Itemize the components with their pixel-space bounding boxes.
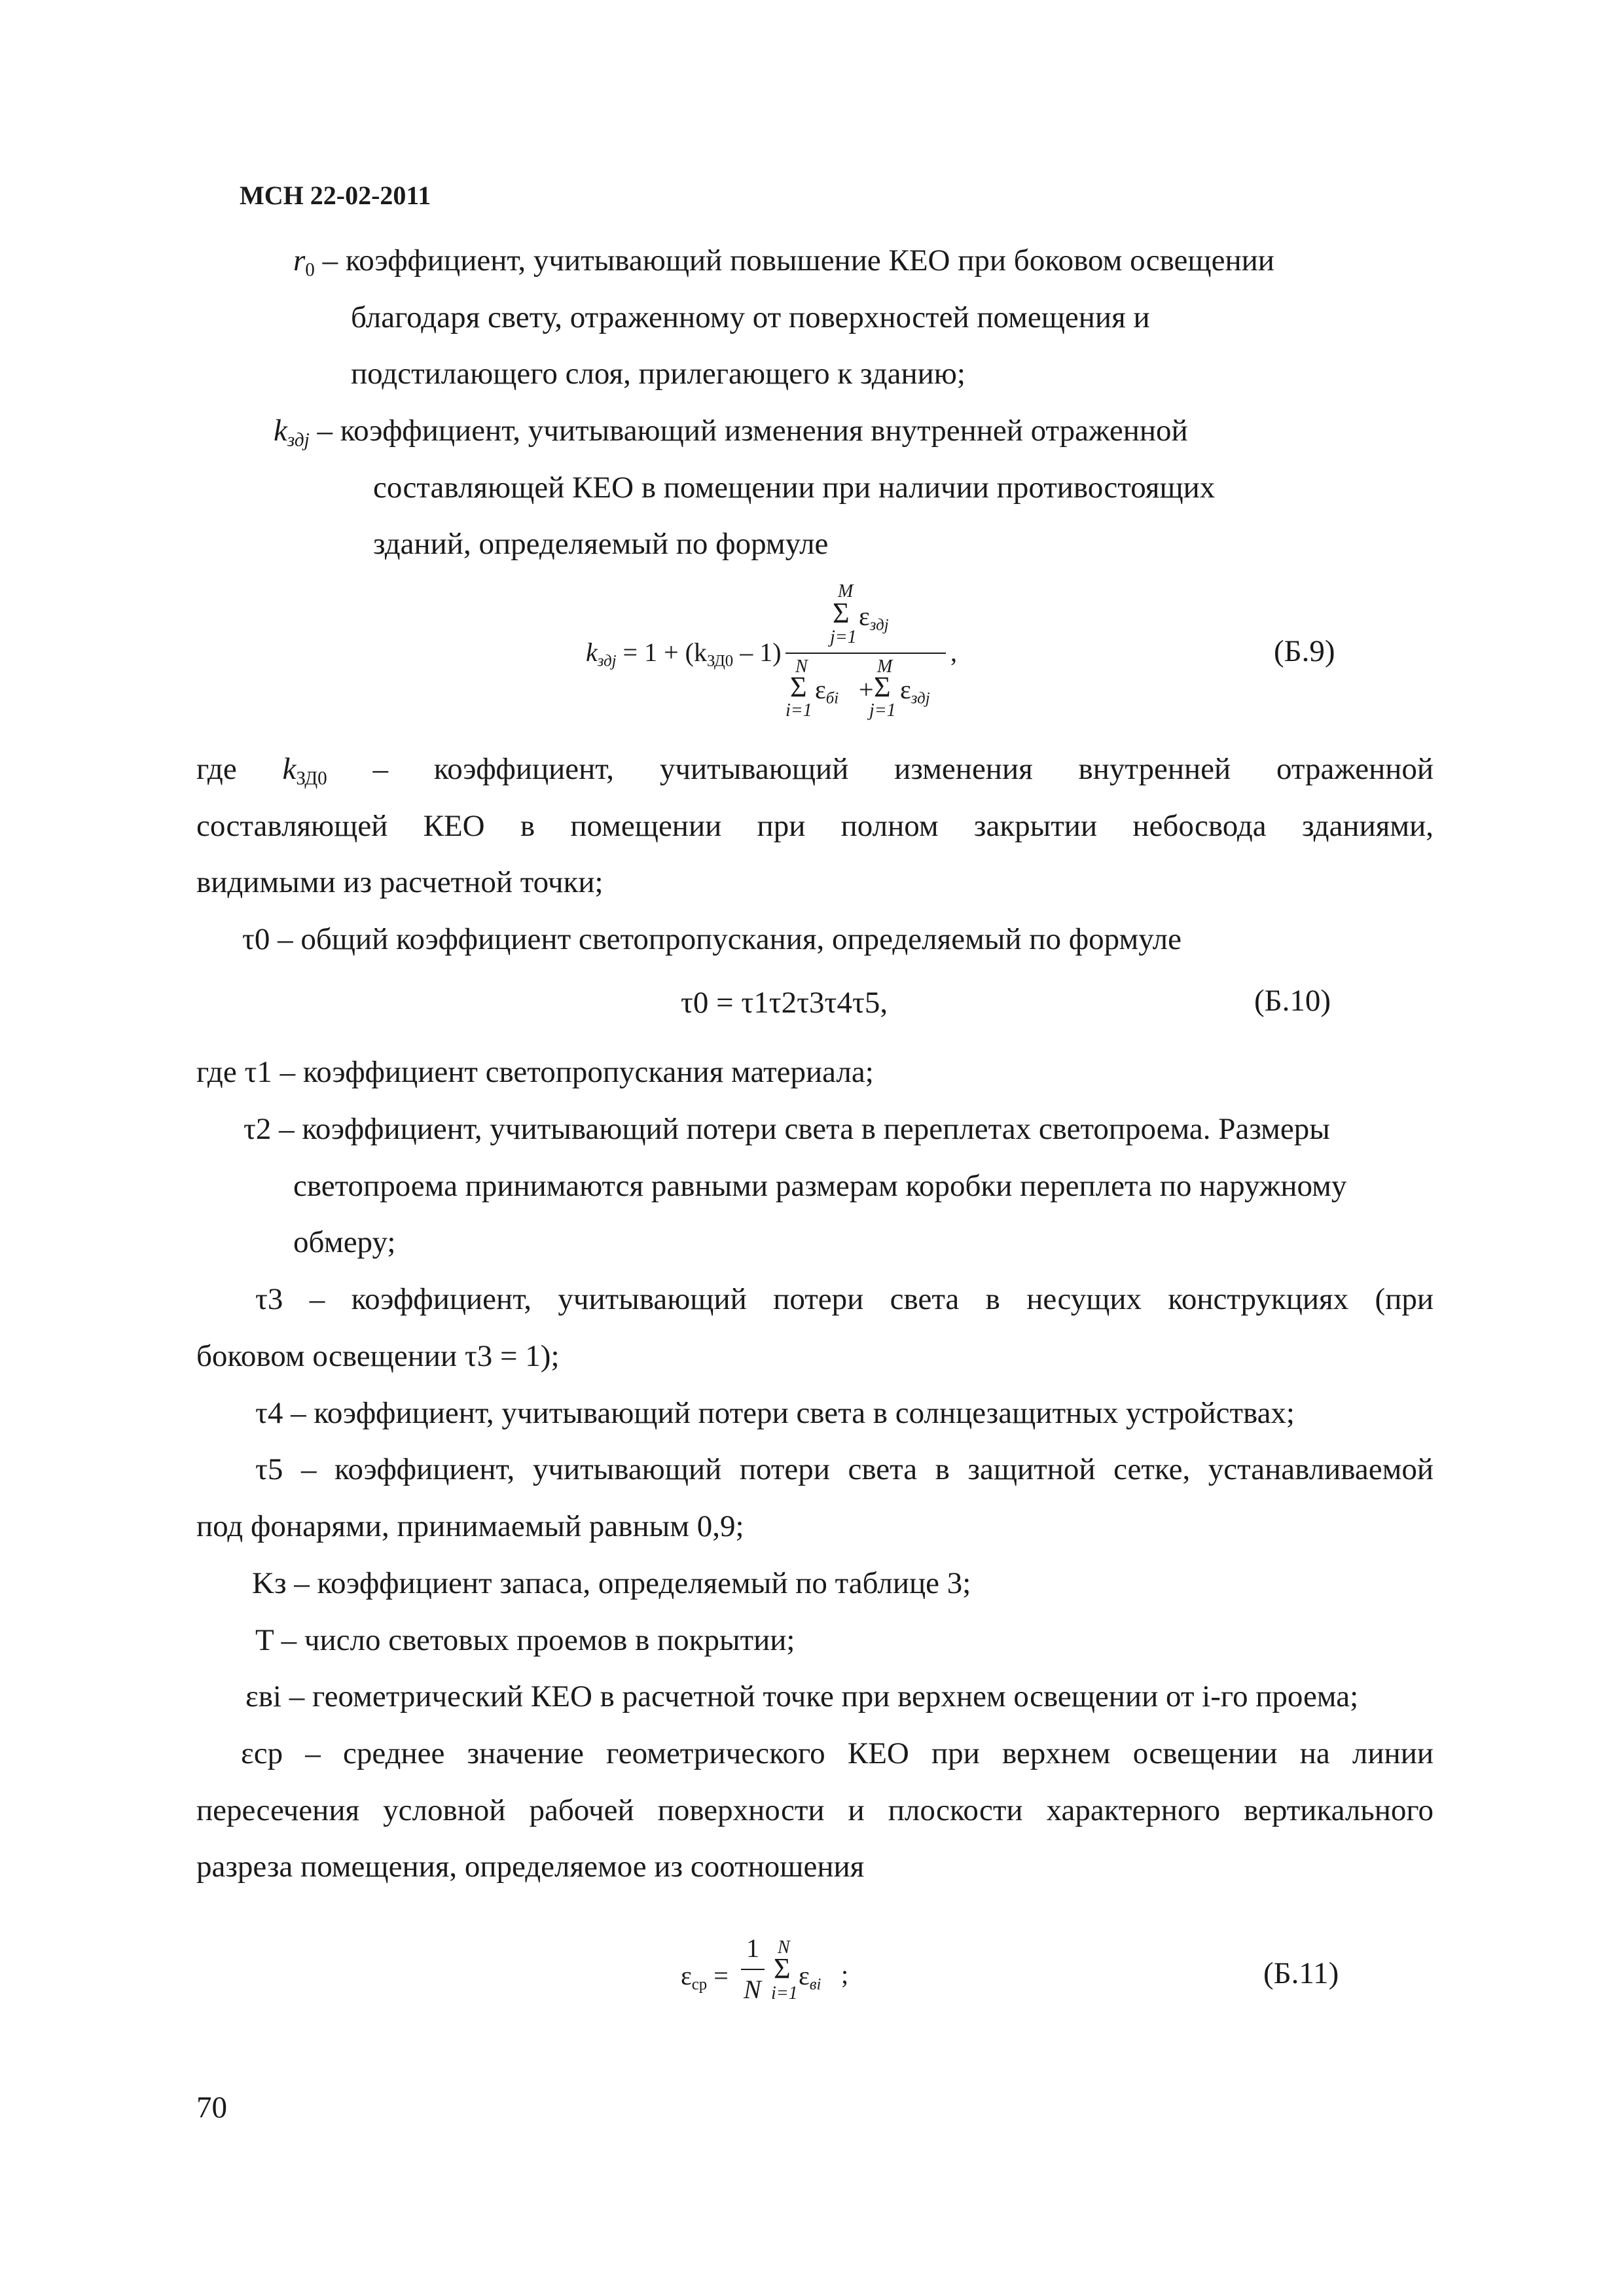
def-r0-line1: [293, 241, 1274, 280]
b11-lower: i=1: [771, 1983, 798, 2003]
def-r0-symbol: r: [293, 243, 306, 278]
def-r0-line3: подстилающего слоя, прилегающего к зданию;: [351, 357, 965, 391]
b11-lhs-subscript: ср: [691, 1975, 708, 1994]
b9-den-a-upper: N: [795, 656, 808, 677]
def-tau5-line2: под фонарями, принимаемый равным 0,9;: [196, 1509, 744, 1543]
def-r0-text1: – коэффициент, учитывающий повышение КЕО при боковом освещении: [314, 243, 1274, 278]
def-kzd0-line1: [196, 749, 1434, 789]
def-tau3-line2: боковом освещении τ3 = 1);: [196, 1339, 560, 1373]
kzd0-word-where: где: [196, 752, 237, 786]
kzd0-word-4: учитывающий: [659, 752, 849, 786]
b9-lhs-subscript: здj: [597, 652, 617, 670]
b9-num-subscript: здj: [869, 616, 889, 634]
def-tau3-line1: τ3 – коэффициент, учитывающий потери света в несущих конструкциях (при: [255, 1282, 1434, 1316]
b9-den-b-term: [900, 675, 930, 708]
def-eps-cp-line2: пересечения условной рабочей поверхности и плоскости характерного вертикального: [196, 1793, 1434, 1827]
kzd0-word-7: отраженной: [1276, 752, 1434, 786]
def-r0-subscript: 0: [305, 259, 315, 281]
b10-label: (Б.10): [1254, 984, 1331, 1018]
b9-den-a-sigma: Σ: [790, 671, 807, 703]
b11-term: [799, 1961, 821, 1994]
b9-lhs: [586, 637, 782, 670]
def-kzd0-line2: составляющей КЕО в помещении при полном закрытии небосвода зданиями,: [196, 809, 1434, 843]
b9-den-a-epsilon: ε: [815, 675, 826, 704]
b11-lhs: [681, 1961, 729, 1994]
def-tau1: где τ1 – коэффициент светопропускания материала;: [196, 1055, 874, 1089]
kzd0-symbol: [282, 752, 327, 789]
kzd0-symbol-k: k: [282, 752, 297, 786]
def-kz: Kз – коэффициент запаса, определяемый по таблице 3;: [252, 1566, 971, 1600]
page-number: 70: [196, 2090, 227, 2125]
def-eps-cp-line3: разреза помещения, определяемое из соотношения: [196, 1850, 865, 1884]
b9-den-b-sigma: Σ: [874, 671, 891, 703]
b11-epsilon: ε: [799, 1961, 810, 1990]
doc-header: МСН 22-02-2011: [240, 181, 431, 210]
b11-tail: ;: [841, 1960, 849, 1989]
b11-label: (Б.11): [1263, 1956, 1339, 1990]
b11-sigma: Σ: [774, 1952, 791, 1984]
b9-den-a-term: [815, 675, 839, 708]
def-kzdj-text1: – коэффициент, учитывающий изменения внутренней отраженной: [309, 414, 1188, 448]
b9-num-upper: M: [838, 581, 854, 601]
b11-equals: =: [713, 1961, 729, 1990]
def-kzdj-subscript: здj: [287, 429, 310, 451]
b9-den-b-lower: j=1: [869, 700, 896, 721]
def-r0-line2: благодаря свету, отраженному от поверхностей помещения и: [351, 300, 1150, 334]
def-kzdj-line3: зданий, определяемый по формуле: [373, 527, 829, 561]
kzd0-symbol-subscript: ЗД0: [296, 768, 327, 789]
def-eps-cp-line1: εср – среднее значение геометрического КЕО при верхнем освещении на линии: [241, 1736, 1434, 1770]
def-kzdj-line2: составляющей КЕО в помещении при наличии противостоящих: [373, 471, 1216, 505]
b9-mid-subscript: ЗД0: [706, 652, 734, 670]
b9-num-epsilon: ε: [859, 601, 870, 631]
b9-tail: ,: [950, 637, 957, 667]
b9-mid-tail: – 1): [733, 637, 782, 667]
b9-den-a-subscript: бi: [825, 689, 839, 708]
kzd0-word-5: изменения: [894, 752, 1033, 786]
b11-den: N: [744, 1975, 761, 2004]
kzd0-word-6: внутренней: [1078, 752, 1231, 786]
def-eps-vi: εвi – геометрический КЕО в расчетной точке при верхнем освещении от i-го проема;: [245, 1679, 1359, 1713]
def-tau5-line1: τ5 – коэффициент, учитывающий потери света в защитной сетке, устанавливаемой: [255, 1452, 1434, 1486]
b11-num: 1: [746, 1933, 759, 1963]
kzd0-word-3: коэффициент,: [433, 752, 615, 786]
b9-den-b-upper: M: [877, 656, 893, 677]
b9-num-term: [859, 601, 889, 634]
def-tau4: τ4 – коэффициент, учитывающий потери света в солнцезащитных устройствах;: [255, 1396, 1295, 1430]
def-kzdj-line1: [274, 411, 1188, 450]
def-tau2-line3: обмеру;: [293, 1225, 396, 1259]
b9-num-lower: j=1: [830, 627, 857, 647]
def-kzdj-symbol: k: [274, 414, 287, 448]
b9-den-plus: +: [859, 675, 874, 704]
b11-fraction-bar: [741, 1969, 765, 1970]
b9-den-b-subscript: здj: [911, 689, 930, 708]
b9-num-sigma: Σ: [833, 597, 850, 629]
b9-fraction-bar: [785, 653, 946, 654]
formula-b10: τ0 = τ1τ2τ3τ4τ5,: [681, 986, 888, 1020]
def-kzd0-line3: видимыми из расчетной точки;: [196, 865, 604, 899]
b9-mid: = 1 + (k: [623, 637, 707, 667]
kzd0-word-dash: –: [372, 752, 388, 786]
def-tau2-line1: τ2 – коэффициент, учитывающий потери света в переплетах светопроема. Размеры: [244, 1112, 1330, 1146]
def-T: T – число световых проемов в покрытии;: [255, 1623, 795, 1657]
def-tau2-line2: светопроема принимаются равными размерам коробки переплета по наружному: [293, 1169, 1347, 1203]
b9-label: (Б.9): [1274, 634, 1335, 668]
def-tau0: τ0 – общий коэффициент светопропускания, определяемый по формуле: [242, 922, 1182, 956]
b9-lhs-symbol: k: [586, 637, 598, 667]
b11-lhs-epsilon: ε: [681, 1961, 692, 1990]
b9-den-b-epsilon: ε: [900, 675, 911, 704]
b9-den-a-lower: i=1: [785, 700, 812, 721]
b11-upper: N: [778, 1937, 790, 1958]
b11-term-subscript: вi: [809, 1975, 821, 1994]
